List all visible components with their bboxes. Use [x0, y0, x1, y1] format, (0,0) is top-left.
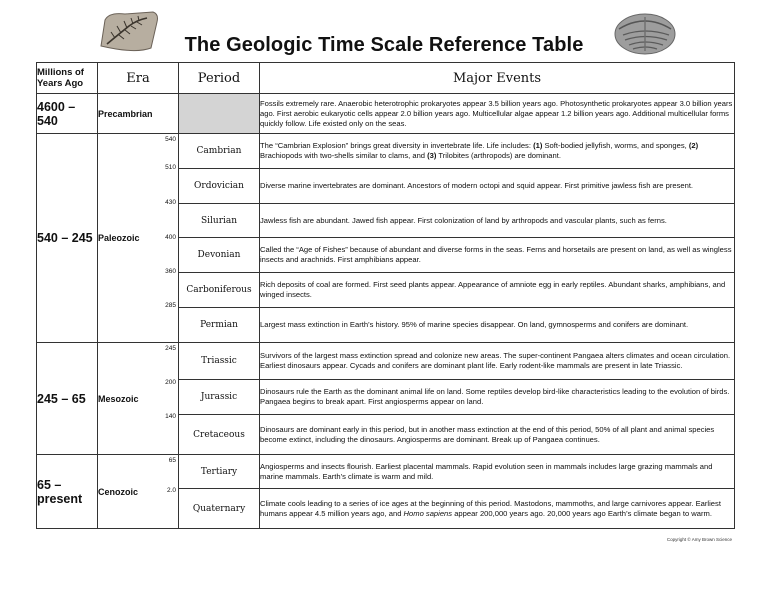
tick-200: 200: [165, 379, 176, 386]
events-tertiary: Angiosperms and insects flourish. Earliest placental mammals. Rapid evolution seen in mammals includes large grazing mammals and marine mammals. Earth’s climate is warm and mild.: [260, 455, 735, 489]
tick-540: 540: [165, 136, 176, 143]
period-ordovician: Ordovician: [179, 169, 260, 204]
tick-360: 360: [165, 268, 176, 275]
period-cambrian: Cambrian: [179, 134, 260, 169]
header-major-events: Major Events: [260, 63, 735, 94]
events-quaternary: Climate cools leading to a series of ice ages at the beginning of this period. Mastodons, mammoths, and large carnivores appear. Earliest humans appear 4.5 million years ago, and Homo sapiens appear 200,000 years ago. 20,000 years ago Earth’s climate began to warm.: [260, 489, 735, 529]
period-triassic: Triassic: [179, 343, 260, 380]
era-paleozoic: [98, 134, 179, 343]
period-permian: Permian: [179, 308, 260, 343]
geologic-time-table: [36, 62, 735, 529]
period-quaternary: Quaternary: [179, 489, 260, 529]
events-precambrian: Fossils extremely rare. Anaerobic heterotrophic prokaryotes appear 3.5 billion years ago. Photosynthetic prokaryotes appear 3.0 billion years ago. First aerobic eukaryotic cells appear 2.0 billion years ago. Multicellular algae appear 1.2 billion years ago. Additional multicellular forms quickly follow. Life existed only on the seas.: [260, 94, 735, 134]
period-carboniferous: Carboniferous: [179, 273, 260, 308]
tick-245: 245: [165, 345, 176, 352]
mya-precambrian: 4600 – 540: [37, 94, 98, 134]
events-cretaceous: Dinosaurs are dominant early in this period, but in another mass extinction at the end of this period, 50% of all plant and animal species become extinct, including the dinosaurs. Angiosperms are dominant. Break up of Pangaea continues.: [260, 415, 735, 455]
table-row: [37, 343, 735, 380]
period-cretaceous: Cretaceous: [179, 415, 260, 455]
events-devonian: Called the “Age of Fishes” because of abundant and diverse forms in the seas. Ferns and horsetails are present on land, as well as wingless insects and arachnids. First amphibians appear.: [260, 238, 735, 273]
tick-65: 65: [168, 457, 176, 464]
era-paleozoic-label: Paleozoic: [98, 233, 140, 243]
header-row: [37, 63, 735, 94]
period-precambrian-blank: [179, 94, 260, 134]
events-triassic: Survivors of the largest mass extinction spread and colonize new areas. The super-continent Pangaea alters climates and ocean circulation. Earliest dinosaurs appear. Cycads and conifers are dominant plant life. Early rodent-like mammals are present in late Triassic.: [260, 343, 735, 380]
header-era: Era: [98, 63, 179, 94]
events-jurassic: Dinosaurs rule the Earth as the dominant animal life on land. Some reptiles develop bird-like characteristics leading to the evolution of birds. Pangaea begins to break apart. First angiosperms appear on land.: [260, 380, 735, 415]
period-tertiary: Tertiary: [179, 455, 260, 489]
table-row: [37, 455, 735, 489]
table-row: [37, 134, 735, 169]
mya-paleozoic: 540 – 245: [37, 134, 98, 343]
events-ordovician: Diverse marine invertebrates are dominant. Ancestors of modern octopi and squid appear. First primitive jawless fish are present.: [260, 169, 735, 204]
events-cambrian: The “Cambrian Explosion” brings great diversity in invertebrate life. Life includes: (1) Soft-bodied jellyfish, worms, and sponges, (2) Brachiopods with two-shells similar to clams, and (3) Trilobites (arthropods) are dominant.: [260, 134, 735, 169]
table-row: [37, 94, 735, 134]
tick-2: 2.0: [166, 487, 176, 494]
tick-430: 430: [165, 199, 176, 206]
copyright-text: Copyright © Amy Brown Science: [666, 537, 732, 542]
header-period: Period: [179, 63, 260, 94]
era-mesozoic-label: Mesozoic: [98, 393, 139, 404]
mya-mesozoic: 245 – 65: [37, 343, 98, 455]
events-permian: Largest mass extinction in Earth’s history. 95% of marine species disappear. On land, gymnosperms and conifers are dominant.: [260, 308, 735, 343]
period-silurian: Silurian: [179, 204, 260, 238]
events-silurian: Jawless fish are abundant. Jawed fish appear. First colonization of land by arthropods and vascular plants, such as ferns.: [260, 204, 735, 238]
era-cenozoic-label: Cenozoic: [98, 486, 139, 497]
tick-510: 510: [165, 164, 176, 171]
tick-140: 140: [165, 413, 176, 420]
period-jurassic: Jurassic: [179, 380, 260, 415]
period-devonian: Devonian: [179, 238, 260, 273]
era-mesozoic: [98, 343, 179, 455]
era-precambrian: Precambrian: [98, 94, 179, 134]
events-carboniferous: Rich deposits of coal are formed. First seed plants appear. Appearance of amniote egg in early reptiles. Abundant sharks, amphibians, and winged insects.: [260, 273, 735, 308]
mya-cenozoic: 65 – present: [37, 455, 98, 529]
era-cenozoic: [98, 455, 179, 529]
tick-285: 285: [165, 302, 176, 309]
header-mya: Millions of Years Ago: [37, 63, 98, 94]
page-title: The Geologic Time Scale Reference Table: [184, 34, 584, 56]
tick-400: 400: [165, 234, 176, 241]
